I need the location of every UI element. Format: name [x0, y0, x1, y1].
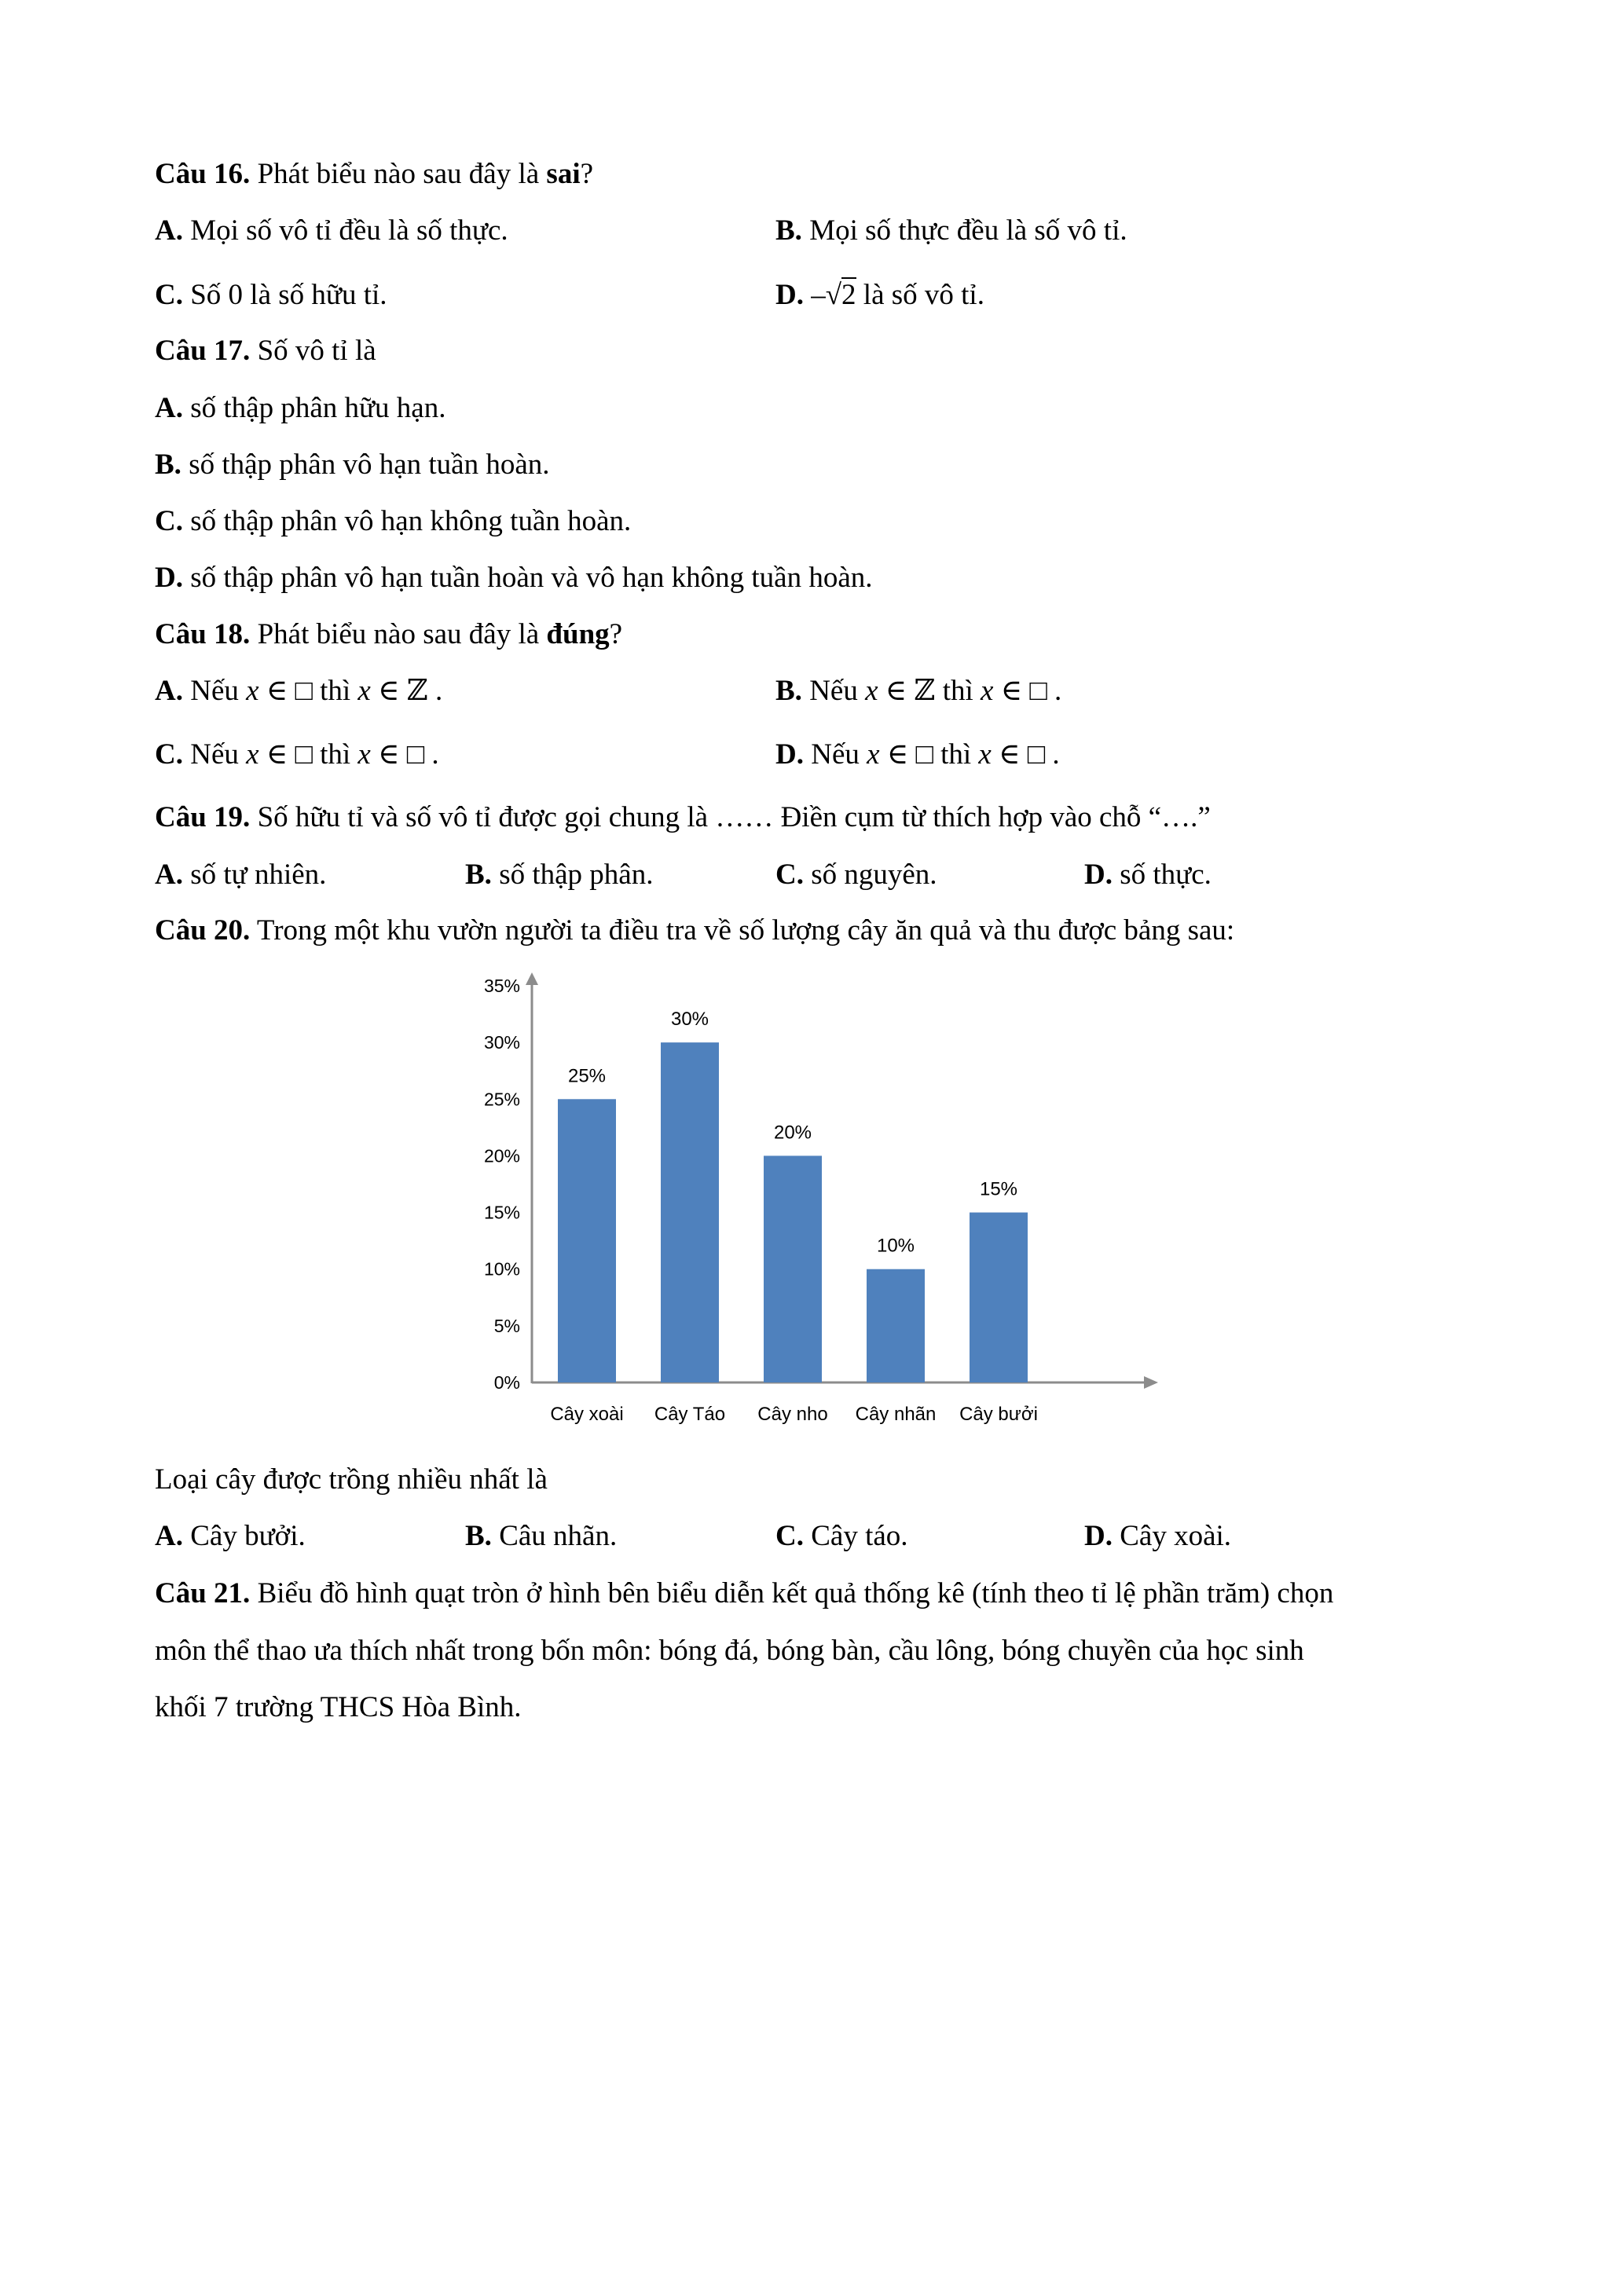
number-set-symbol: ℤ: [914, 675, 936, 707]
option-text: số tự nhiên.: [182, 859, 327, 891]
question-text: Phát biểu nào sau đây là: [250, 158, 547, 190]
element-of-symbol: ∈: [258, 675, 295, 707]
number-set-symbol: □: [406, 738, 425, 771]
number-set-symbol: □: [915, 738, 933, 771]
variable-x: x: [357, 675, 371, 707]
question-number: Câu 19.: [155, 801, 251, 833]
y-tick-label: 25%: [483, 1089, 520, 1110]
option-label: A.: [155, 859, 183, 891]
option-label: C.: [155, 505, 183, 537]
bar: [764, 1155, 822, 1382]
option-label: D.: [1084, 1520, 1113, 1552]
question-number: Câu 18.: [155, 618, 251, 650]
option-label: C.: [775, 859, 804, 891]
question-text: khối 7 trường THCS Hòa Bình.: [155, 1691, 522, 1723]
option-text: Cây táo.: [803, 1520, 908, 1552]
question-number: Câu 17.: [155, 335, 251, 367]
option-c: [155, 736, 439, 774]
question-text: Trong một khu vườn người ta điều tra về số lượng cây ăn quả và thu được bảng sau:: [250, 914, 1235, 947]
option-a: [155, 390, 445, 427]
bar: [970, 1213, 1028, 1382]
number-set-symbol: □: [295, 738, 313, 771]
option-label: B.: [155, 449, 181, 481]
option-label: A.: [155, 214, 183, 247]
option-label: B.: [465, 1520, 492, 1552]
minus-sign: –: [803, 279, 826, 311]
option-text: Cây xoài.: [1112, 1520, 1232, 1552]
y-tick-label: 35%: [483, 976, 520, 996]
data-label: 15%: [979, 1178, 1018, 1200]
y-tick-label: 15%: [483, 1202, 520, 1223]
option-text: Câu nhãn.: [491, 1520, 618, 1552]
y-tick-label: 5%: [493, 1315, 520, 1336]
option-a: [155, 1518, 306, 1555]
y-axis-arrow: [526, 972, 538, 985]
x-tick-label: Cây nhãn: [855, 1404, 937, 1425]
option-label: C.: [155, 279, 183, 311]
bar: [661, 1042, 719, 1382]
bar-chart: [464, 972, 1171, 1444]
option-text: số nguyên.: [803, 859, 937, 891]
element-of-symbol: ∈: [258, 738, 295, 771]
question-mark: ?: [609, 618, 623, 650]
option-text: thì: [312, 738, 358, 771]
question-text: môn thể thao ưa thích nhất trong bốn môn: bóng đá, bóng bàn, cầu lông, bóng chuyền của học sinh: [155, 1635, 1304, 1667]
x-axis-arrow: [1144, 1376, 1158, 1389]
option-text: số thập phân vô hạn tuần hoàn và vô hạn không tuần hoàn.: [182, 562, 873, 594]
period: .: [1047, 675, 1062, 707]
question-text: Loại cây được trồng nhiều nhất là: [155, 1463, 548, 1496]
option-label: B.: [465, 859, 492, 891]
option-d: [155, 559, 873, 597]
emphasis-word: sai: [546, 158, 581, 190]
element-of-symbol: ∈: [879, 738, 916, 771]
option-d: [1084, 856, 1212, 894]
option-label: D.: [775, 738, 804, 771]
option-text: Nếu: [182, 675, 247, 707]
question-16: [155, 156, 593, 193]
question-text: Biểu đồ hình quạt tròn ở hình bên biểu diễn kết quả thống kê (tính theo tỉ lệ phần trăm) chọn: [250, 1577, 1334, 1609]
option-b: [465, 1518, 617, 1555]
option-text: số thập phân vô hạn tuần hoàn.: [181, 449, 550, 481]
data-label: 25%: [567, 1065, 607, 1087]
number-set-symbol: ℤ: [406, 675, 428, 707]
option-a: [155, 672, 442, 710]
question-18: [155, 616, 622, 654]
option-label: B.: [775, 214, 802, 247]
option-text: thì: [933, 738, 979, 771]
option-text: số thập phân hữu hạn.: [182, 392, 446, 424]
option-label: A.: [155, 1520, 183, 1552]
question-number: Câu 20.: [155, 914, 251, 947]
variable-x: x: [246, 675, 259, 707]
option-label: D.: [155, 562, 183, 594]
data-label: 20%: [773, 1122, 812, 1144]
data-label: 30%: [670, 1009, 709, 1031]
option-a: [155, 212, 508, 250]
question-number: Câu 21.: [155, 1577, 251, 1609]
option-text: Cây bưởi.: [182, 1520, 306, 1552]
x-tick-label: Cây xoài: [550, 1404, 624, 1425]
element-of-symbol: ∈: [370, 675, 407, 707]
y-tick-label: 10%: [483, 1258, 520, 1280]
option-text: số thập phân vô hạn không tuần hoàn.: [182, 505, 632, 537]
sqrt-radicand: 2: [841, 279, 856, 311]
option-text: Mọi số vô tỉ đều là số thực.: [182, 214, 508, 247]
option-text: Nếu: [801, 675, 866, 707]
period: .: [427, 675, 443, 707]
question-19: [155, 799, 1211, 837]
question-21: [155, 1575, 1333, 1613]
option-label: D.: [1084, 859, 1113, 891]
option-b: [155, 446, 550, 484]
option-c: [775, 1518, 908, 1555]
option-text: thì: [935, 675, 981, 707]
option-text: số thực.: [1112, 859, 1212, 891]
x-tick-label: Cây bưởi: [959, 1404, 1038, 1425]
option-d: [1084, 1518, 1231, 1555]
emphasis-word: đúng: [546, 618, 610, 650]
element-of-symbol: ∈: [370, 738, 407, 771]
variable-x: x: [865, 675, 878, 707]
question-20-prompt: [155, 1461, 548, 1499]
y-tick-label: 20%: [483, 1145, 520, 1166]
question-21-line-2: [155, 1632, 1304, 1670]
number-set-symbol: □: [1029, 675, 1047, 707]
variable-x: x: [867, 738, 880, 771]
option-d: [775, 276, 984, 314]
bar: [867, 1269, 925, 1382]
x-tick-label: Cây nho: [757, 1404, 828, 1425]
bar: [558, 1099, 616, 1382]
option-b: [465, 856, 653, 894]
x-tick-label: Cây Táo: [654, 1404, 726, 1425]
option-label: C.: [775, 1520, 804, 1552]
option-b: [775, 212, 1127, 250]
option-label: D.: [775, 279, 804, 311]
variable-x: x: [357, 738, 371, 771]
question-number: Câu 16.: [155, 158, 251, 190]
variable-x: x: [246, 738, 259, 771]
period: .: [1045, 738, 1060, 771]
option-a: [155, 856, 326, 894]
variable-x: x: [981, 675, 994, 707]
question-text: Phát biểu nào sau đây là: [250, 618, 547, 650]
option-c: [155, 503, 631, 540]
option-text: số thập phân.: [491, 859, 654, 891]
question-20: [155, 912, 1234, 950]
option-c: [775, 856, 937, 894]
option-label: C.: [155, 738, 183, 771]
option-text: Số 0 là số hữu tỉ.: [182, 279, 387, 311]
option-c: [155, 276, 387, 314]
variable-x: x: [978, 738, 992, 771]
question-21-line-3: [155, 1689, 522, 1727]
element-of-symbol: ∈: [991, 738, 1028, 771]
option-label: B.: [775, 675, 802, 707]
option-text: thì: [312, 675, 358, 707]
y-tick-label: 0%: [493, 1372, 520, 1393]
option-b: [775, 672, 1061, 710]
period: .: [424, 738, 439, 771]
number-set-symbol: □: [1027, 738, 1046, 771]
question-text: Số vô tỉ là: [250, 335, 376, 367]
question-text: Số hữu tỉ và số vô tỉ được gọi chung là …… Điền cụm từ thích hợp vào chỗ “….”: [250, 801, 1211, 833]
sqrt-symbol: √: [825, 279, 842, 311]
element-of-symbol: ∈: [878, 675, 915, 707]
option-label: A.: [155, 392, 183, 424]
option-label: A.: [155, 675, 183, 707]
option-text: là số vô tỉ.: [856, 279, 984, 311]
number-set-symbol: □: [295, 675, 313, 707]
option-text: Nếu: [182, 738, 247, 771]
y-tick-label: 30%: [483, 1032, 520, 1053]
option-d: [775, 736, 1060, 774]
question-17: [155, 332, 376, 370]
option-text: Mọi số thực đều là số vô tỉ.: [801, 214, 1127, 247]
option-text: Nếu: [803, 738, 867, 771]
element-of-symbol: ∈: [993, 675, 1030, 707]
data-label: 10%: [876, 1235, 915, 1257]
question-mark: ?: [580, 158, 594, 190]
